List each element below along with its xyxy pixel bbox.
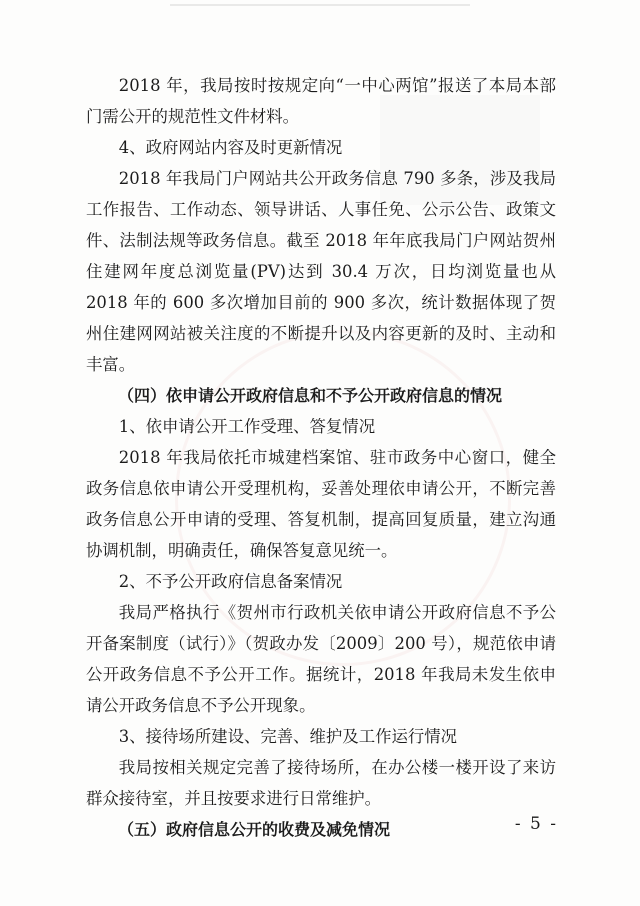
paragraph-5: 我局按相关规定完善了接待场所，在办公楼一楼开设了来访群众接待室，并且按要求进行日常维护。 (86, 758, 556, 808)
paragraph-2: 2018 年我局门户网站共公开政务信息 790 多条，涉及我局工作报告、工作动态、领导讲话、人事任免、公示公告、政策文件、法制法规等政务信息。截至 2018 年年底我局门户网站贺州住建网年度总浏览量(PV)达到 30.4 万次，日均浏览量也从 2018 年的 600 多次增加目前的 900 多次，统计数据体现了贺州住建网网站被关注度的不断提升以及内容更新的及时、主动和丰富。 (86, 169, 556, 374)
scan-edge-mark (170, 4, 470, 6)
subsection-1: 1、依申请公开工作受理、答复情况 (118, 417, 376, 436)
paragraph-3: 2018 年我局依托市城建档案馆、驻市政务中心窗口，健全政务信息依申请公开受理机构，妥善处理依申请公开，不断完善政务信息公开申请的受理、答复机制，提高回复质量，建立沟通协调机制，明确责任，确保答复意见统一。 (86, 448, 556, 560)
page-number: - 5 - (514, 814, 558, 834)
section-heading-5: （五）政府信息公开的收费及减免情况 (118, 820, 391, 839)
subsection-3: 3、接待场所建设、完善、维护及工作运行情况 (118, 727, 458, 746)
paragraph-1: 2018 年，我局按时按规定向“一中心两馆”报送了本局本部门需公开的规范性文件材料。 (86, 76, 556, 126)
subsection-2: 2、不予公开政府信息备案情况 (118, 572, 343, 591)
document-body (86, 70, 556, 845)
subsection-4: 4、政府网站内容及时更新情况 (118, 138, 343, 157)
section-heading-4: （四）依申请公开政府信息和不予公开政府信息的情况 (118, 386, 503, 405)
paragraph-4: 我局严格执行《贺州市行政机关依申请公开政府信息不予公开备案制度（试行）》（贺政办发〔2009〕200 号），规范依申请公开政务信息不予公开工作。据统计，2018 年我局未发生依申请公开政务信息不予公开现象。 (86, 603, 556, 715)
